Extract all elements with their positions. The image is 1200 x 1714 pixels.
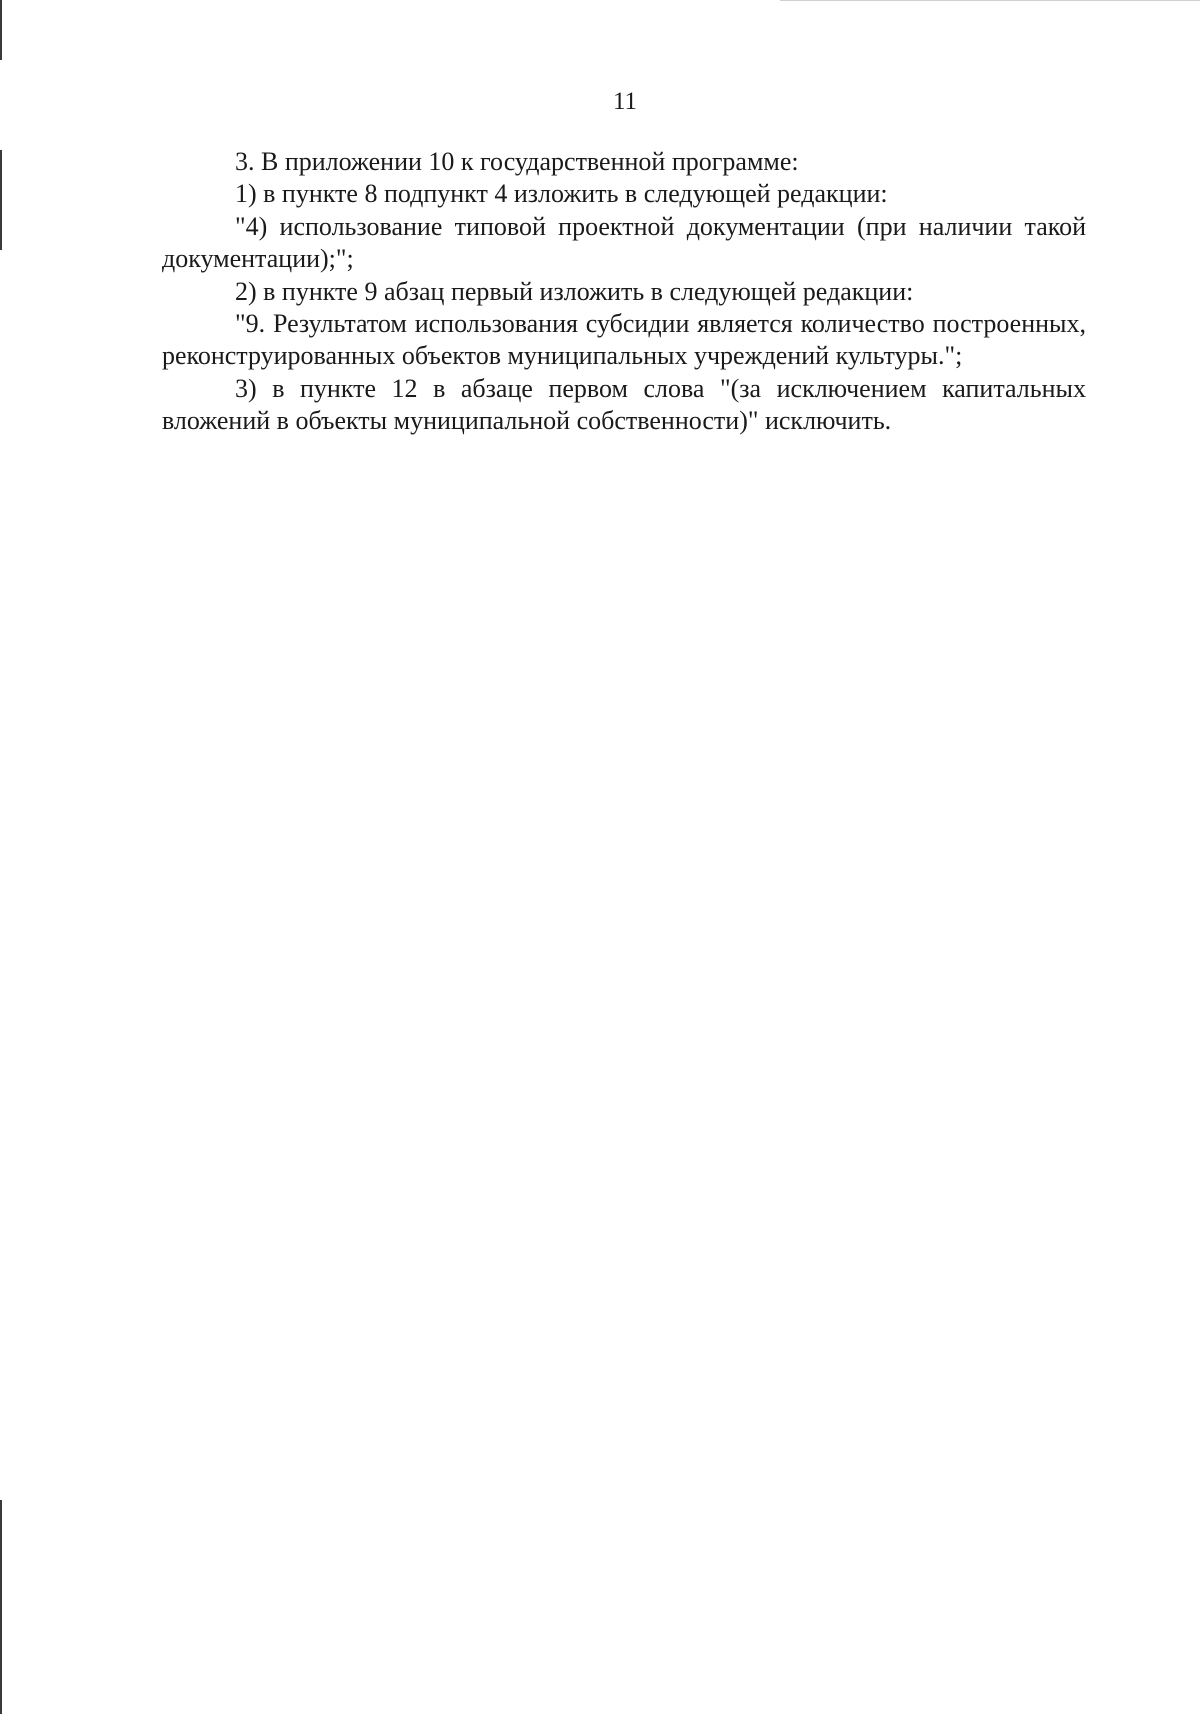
document-body (162, 146, 1086, 438)
scan-artifact (780, 0, 1200, 1)
paragraph-quote-4: "4) использование типовой проектной документации (при наличии такой документации);"; (162, 211, 1086, 274)
scan-edge-mark (0, 150, 2, 250)
paragraph-subitem-3: 3) в пункте 12 в абзаце первом слова "(за исключением капитальных вложений в объекты муниципальной собственности)" исключить. (162, 373, 1086, 436)
paragraph-quote-9: "9. Результатом использования субсидии является количество построенных, реконструированных объектов муниципальных учреждений культуры."; (162, 309, 1086, 371)
paragraph-subitem-2: 2) в пункте 9 абзац первый изложить в следующей редакции: (235, 276, 914, 306)
scan-edge-mark (0, 0, 2, 60)
page-number: 11 (612, 88, 638, 115)
scan-edge-mark (0, 1500, 2, 1714)
paragraph-subitem-1: 1) в пункте 8 подпункт 4 изложить в следующей редакции: (235, 179, 888, 209)
paragraph-item-3: 3. В приложении 10 к государственной программе: (235, 147, 799, 176)
